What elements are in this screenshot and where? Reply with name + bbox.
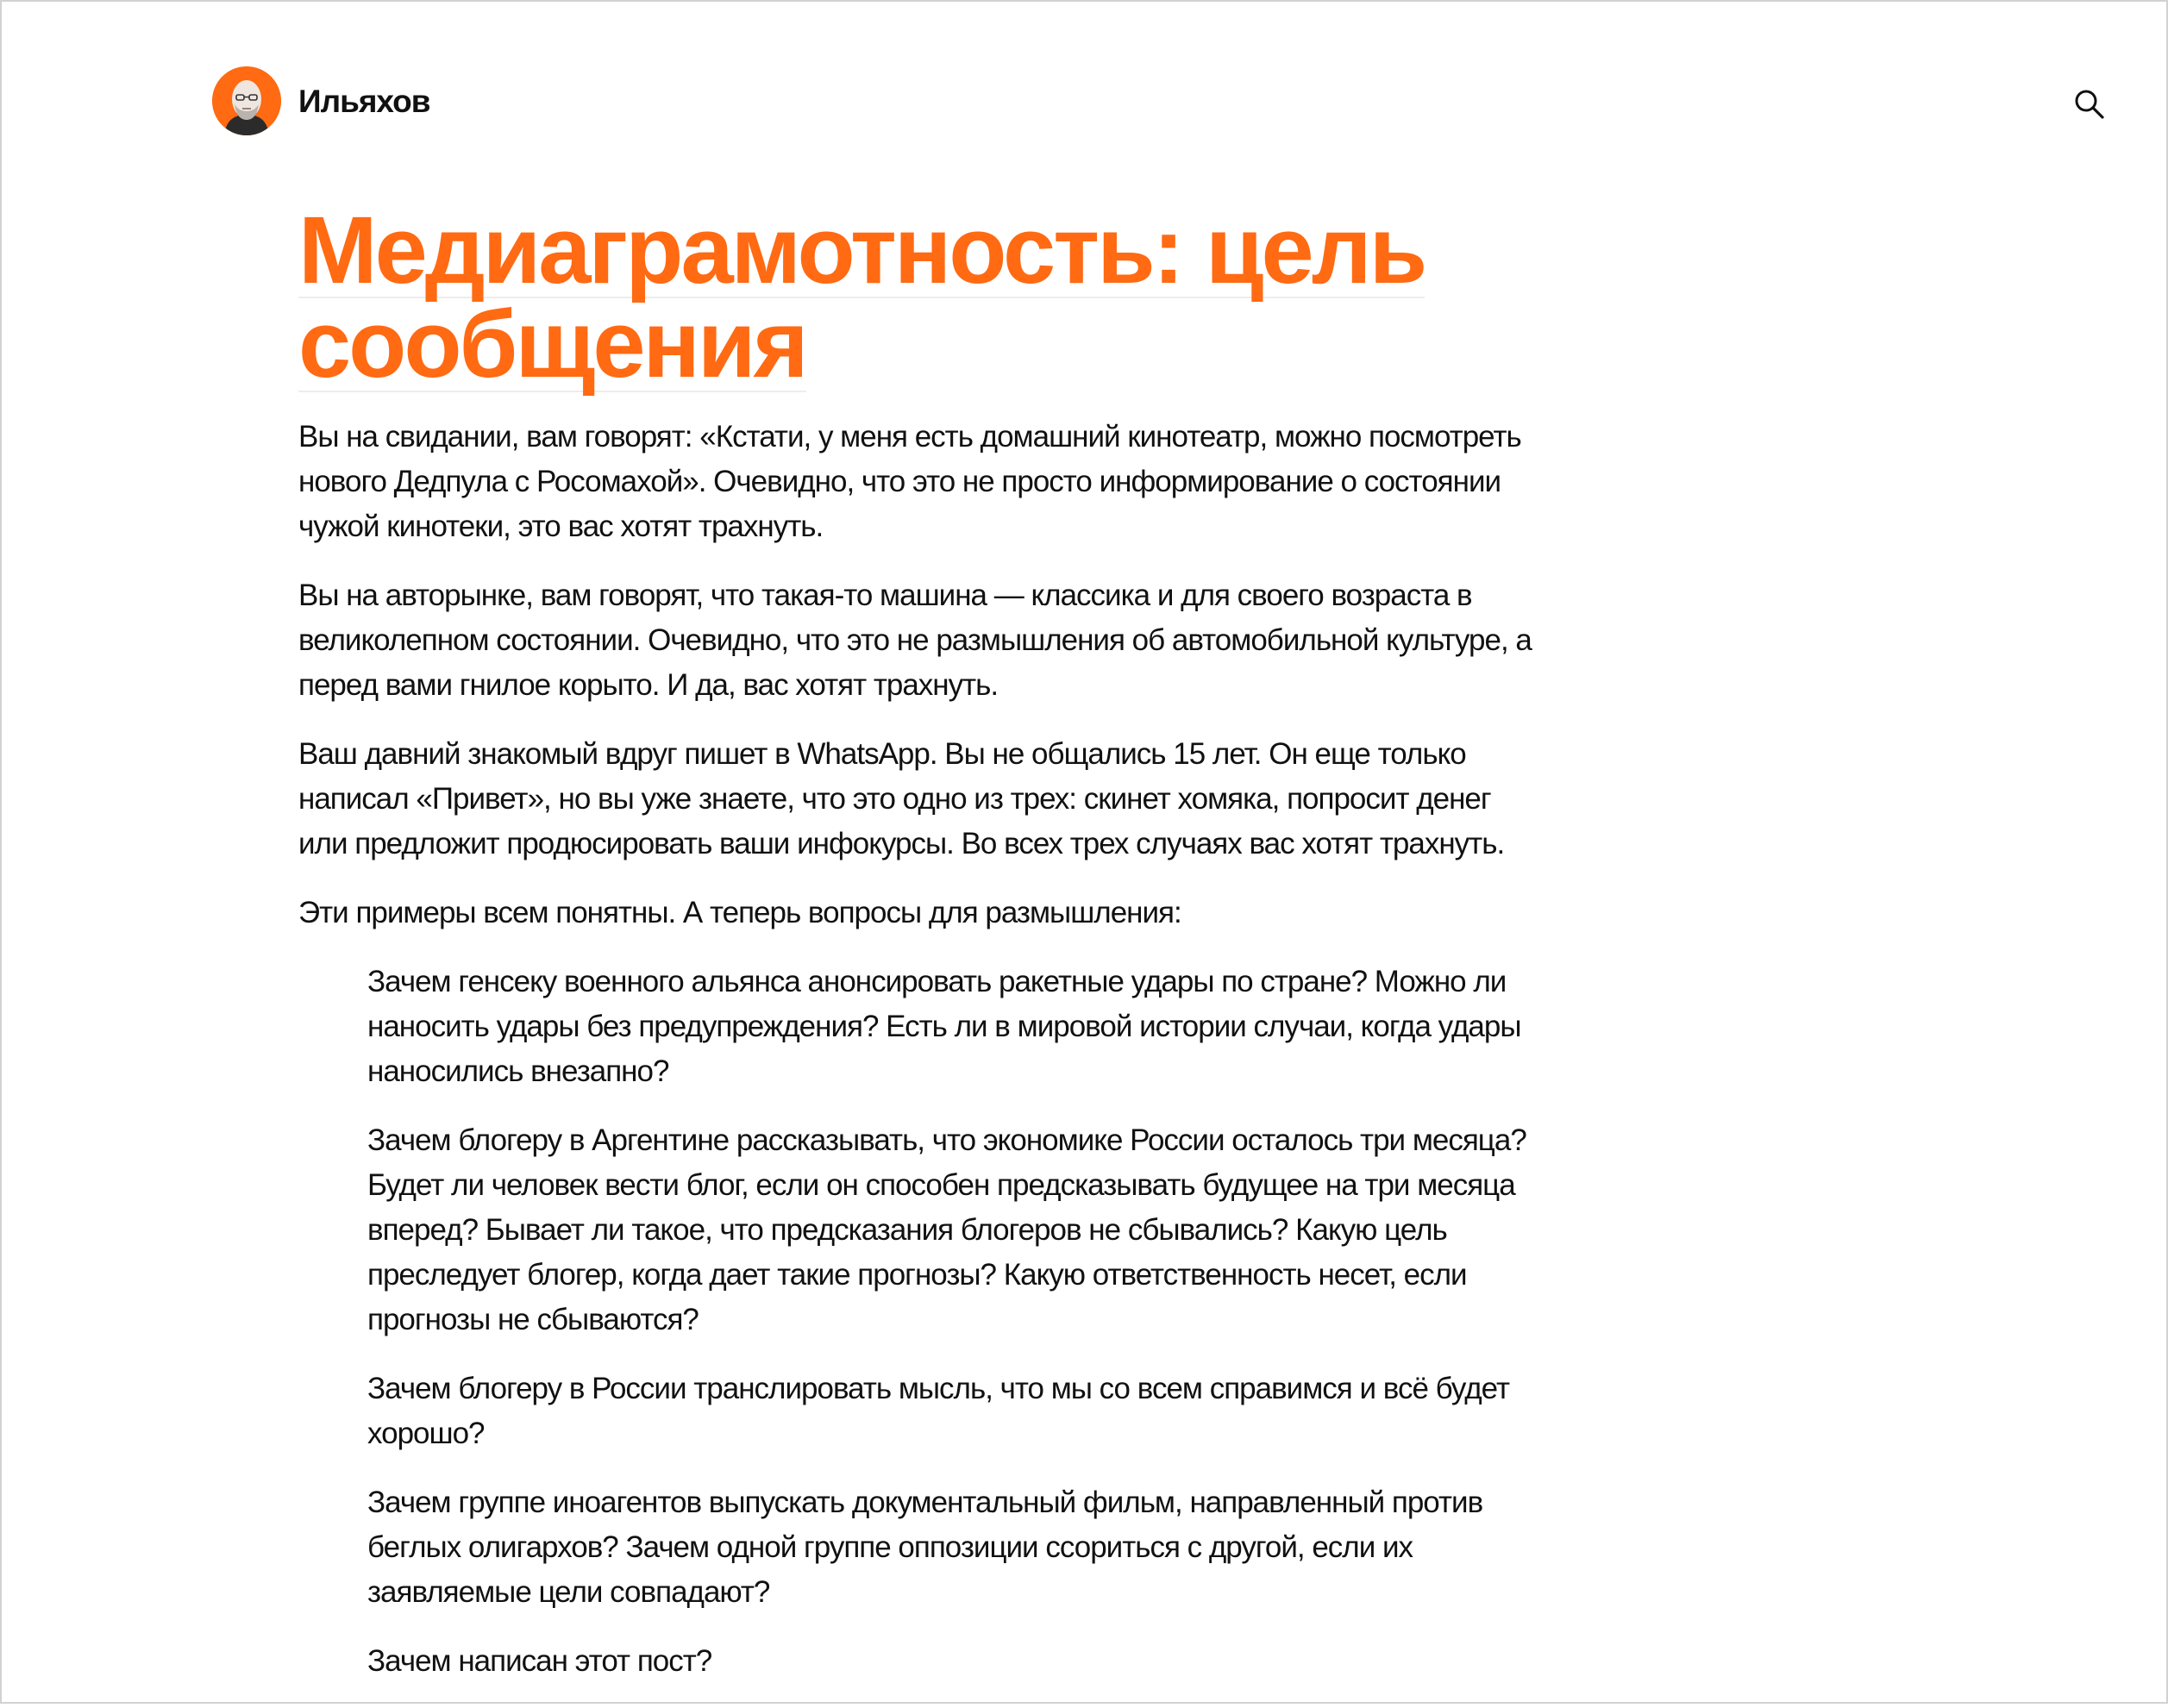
article-paragraph: Ваш давний знакомый вдруг пишет в WhatsApp. Вы не общались 15 лет. Он еще только написал «Привет», но вы уже знаете, что это одно из трех: скинет хомяка, попросит денег или предложит продюсировать ваши инфокурсы. Во всех трех случаях вас хотят трахнуть. — [298, 737, 1505, 860]
search-icon — [2071, 86, 2108, 122]
question-paragraph: Зачем написан этот пост? — [367, 1644, 712, 1678]
question-paragraph: Зачем блогеру в Аргентине рассказывать, что экономике России осталось три месяца? Будет ли человек вести блог, если он способен предсказывать будущее на три месяца вперед? Бывает ли такое, что предсказания блогеров не сбывались? Какую цель преследует блогер, когда дает такие прогнозы? Какую ответственность несет, если прогнозы не сбываются? — [367, 1123, 1526, 1336]
article-body — [298, 415, 1540, 1684]
brand-link[interactable] — [212, 66, 429, 135]
article-paragraph: Вы на свидании, вам говорят: «Кстати, у меня есть домашний кинотеатр, можно посмотреть нового Дедпула с Росомахой». Очевидно, что это не просто информирование о состоянии чужой кинотеки, это вас хотят трахнуть. — [298, 420, 1521, 543]
question-paragraph: Зачем блогеру в России транслировать мысль, что мы со всем справимся и всё будет хорошо? — [367, 1372, 1509, 1450]
question-paragraph: Зачем группе иноагентов выпускать документальный фильм, направленный против беглых олигархов? Зачем одной группе оппозиции ссориться с другой, если их заявляемые цели совпадают? — [367, 1486, 1483, 1609]
question-paragraph: Зачем генсеку военного альянса анонсировать ракетные удары по стране? Можно ли наносить удары без предупреждения? Есть ли в мировой истории случаи, когда удары наносились внезапно? — [367, 965, 1521, 1088]
search-button[interactable] — [2071, 86, 2108, 122]
article-paragraph: Вы на авторынке, вам говорят, что такая-то машина — классика и для своего возраста в великолепном состоянии. Очевидно, что это не размышления об автомобильной культуре, а перед вами гнилое корыто. И да, вас хотят трахнуть. — [298, 579, 1532, 702]
author-portrait-icon — [212, 66, 281, 135]
brand-name: Ильяхов — [298, 83, 430, 119]
article-title-line: Медиаграмотность: цель — [298, 197, 1425, 303]
article — [298, 197, 1549, 1708]
article-paragraph: Эти примеры всем понятны. А теперь вопросы для размышления: — [298, 896, 1181, 929]
article-title-line: сообщения — [298, 291, 806, 397]
questions-block — [367, 960, 1540, 1684]
author-avatar — [212, 66, 281, 135]
site-header — [2, 2, 2166, 174]
article-title — [298, 197, 1549, 397]
